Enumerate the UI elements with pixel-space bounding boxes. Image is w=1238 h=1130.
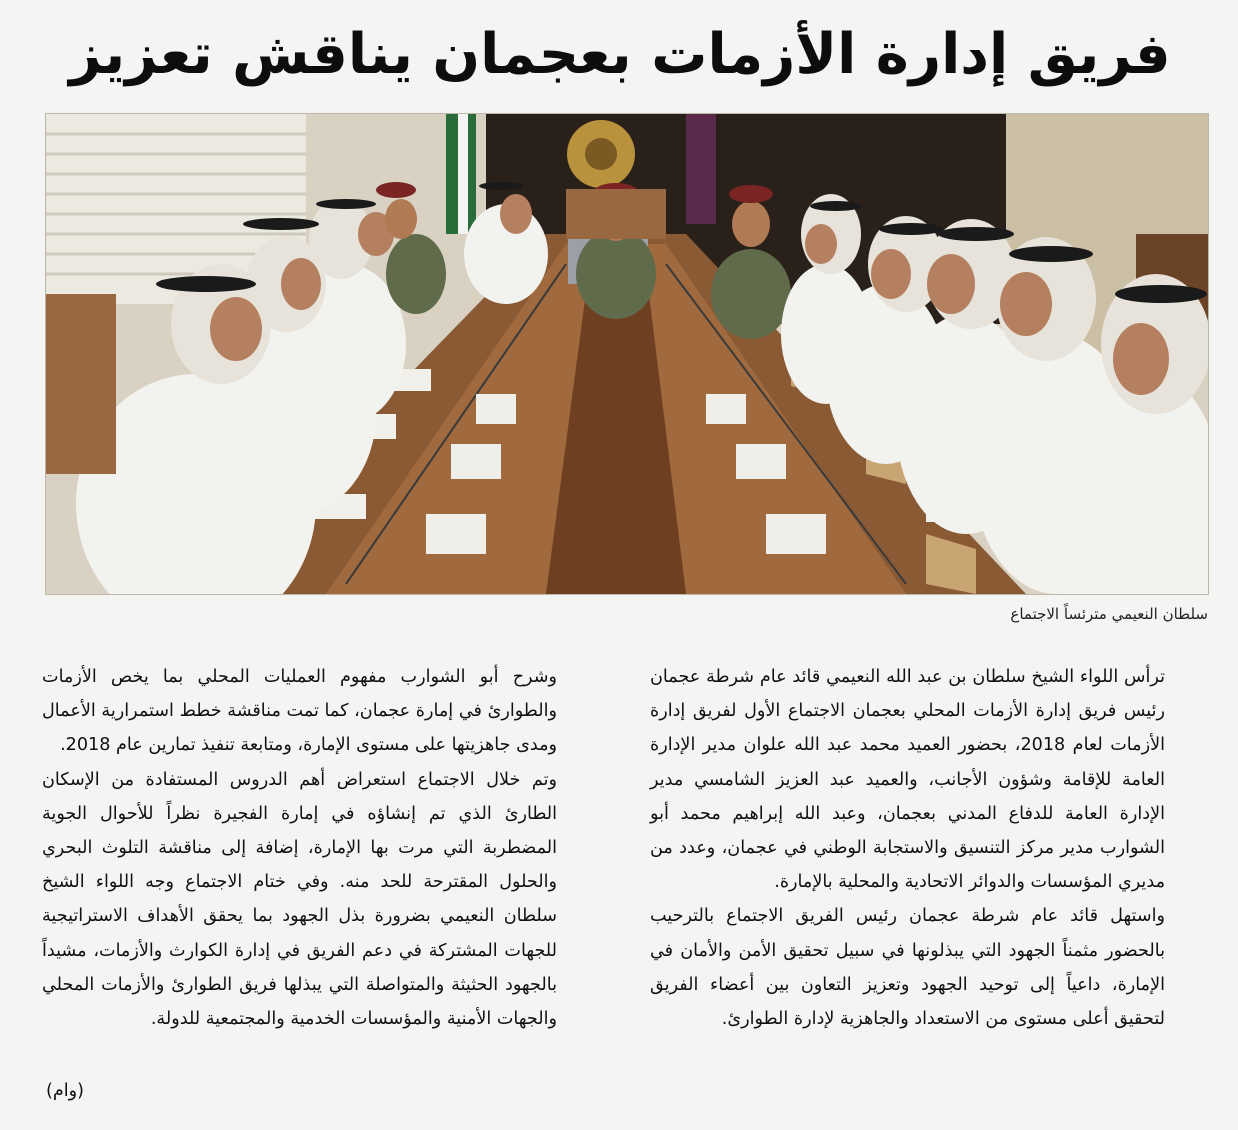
article-column-right xyxy=(650,660,1205,1036)
article-paragraph: ترأس اللواء الشيخ سلطان بن عبد الله النعيمي قائد عام شرطة عجمان رئيس فريق إدارة الأزمات المحلي بعجمان الاجتماع الأول لفريق إدارة الأزمات لعام 2018، بحضور العميد محمد عبد الله علوان مدير الإدارة العامة للإقامة وشؤون الأجانب، والعميد عبد العزيز الشامسي مدير الإدارة العامة للدفاع المدني بعجمان، وعبد الله إبراهيم محمد أبو الشوارب مدير مركز التنسيق والاستجابة الوطني في عجمان، وعدد من مديري المؤسسات والدوائر الاتحادية والمحلية بالإمارة. xyxy=(650,667,1165,893)
article-paragraph: وتم خلال الاجتماع استعراض أهم الدروس المستفادة من الإسكان الطارئ الذي تم إنشاؤه في إمارة الفجيرة نظراً للأحوال الجوية المضطربة التي مرت بها الإمارة، إضافة إلى مناقشة التلوث البحري والحلول المقترحة للحد منه. وفي ختام الاجتماع وجه اللواء الشيخ سلطان النعيمي بضرورة بذل الجهود بما يحقق الأهداف الاستراتيجية للجهات المشتركة في دعم الفريق في إدارة الكوارث والأزمات، مشيداً بالجهود الحثيثة والمتواصلة التي يبذلها فريق الطوارئ والأزمات المحلي والجهات الأمنية والمؤسسات الخدمية والمجتمعية للدولة. xyxy=(42,769,557,1030)
photo-caption: سلطان النعيمي مترئساً الاجتماع xyxy=(1010,605,1208,623)
article-column-left xyxy=(42,660,597,1036)
meeting-photo xyxy=(45,113,1209,595)
headline: فريق إدارة الأزمات بعجمان يناقش تعزيز xyxy=(69,22,1171,87)
news-agency-source: (وام) xyxy=(46,1081,85,1101)
article-paragraph: وشرح أبو الشوارب مفهوم العمليات المحلي بما يخص الأزمات والطوارئ في إمارة عجمان، كما تمت مناقشة خطط استمرارية الأعمال ومدى جاهزيتها على مستوى الإمارة، ومتابعة تنفيذ تمارين عام 2018. xyxy=(42,667,557,756)
article-paragraph: واستهل قائد عام شرطة عجمان رئيس الفريق الاجتماع بالترحيب بالحضور مثمناً الجهود التي يبذلونها في سبيل تحقيق الأمن والأمان في الإمارة، داعياً إلى توحيد الجهود وتعزيز التعاون بين أعضاء الفريق لتحقيق أعلى مستوى من الاستعداد والجاهزية لإدارة الطوارئ. xyxy=(650,906,1165,1030)
